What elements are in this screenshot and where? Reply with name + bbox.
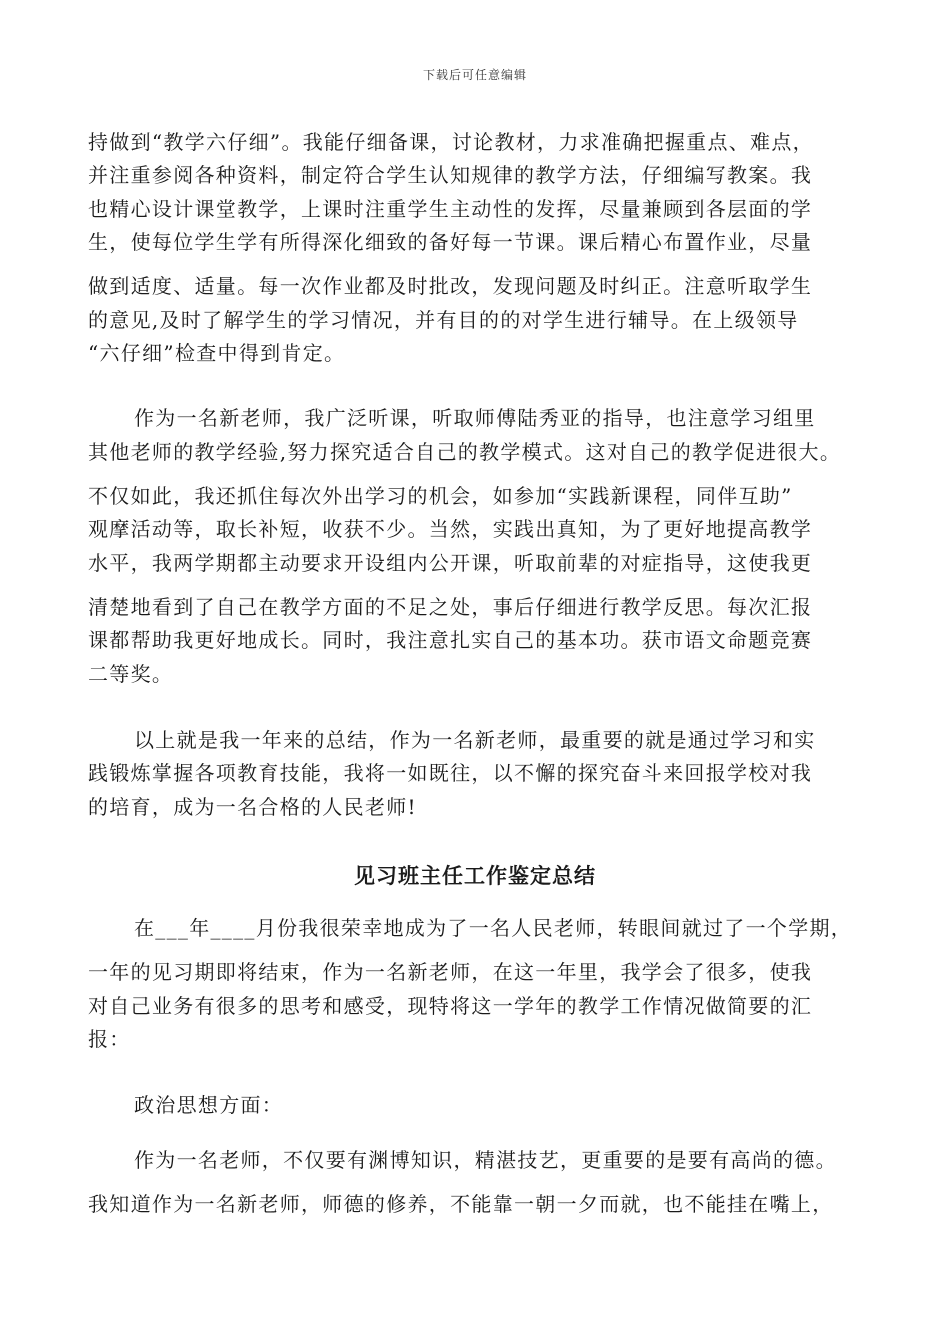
paragraph-line: 践锻炼掌握各项教育技能，我将一如既往，以不懈的探究奋斗来回报学校对我 xyxy=(88,761,813,785)
paragraph-line: 作为一名新老师，我广泛听课，听取师傅陆秀亚的指导，也注意学习组里 xyxy=(134,406,816,430)
paragraph-line: 并注重参阅各种资料，制定符合学生认知规律的教学方法，仔细编写教案。我 xyxy=(88,163,813,187)
paragraph-line: 的培育，成为一名合格的人民老师! xyxy=(88,795,417,819)
paragraph-line: 课都帮助我更好地成长。同时，我注意扎实自己的基本功。获市语文命题竞赛 xyxy=(88,628,813,652)
paragraph-line: 政治思想方面： xyxy=(134,1093,284,1117)
paragraph-line: 做到适度、适量。每一次作业都及时批改，发现问题及时纠正。注意听取学生 xyxy=(88,274,813,298)
paragraph-line: 生，使每位学生学有所得深化细致的备好每一节课。课后精心布置作业，尽量 xyxy=(88,230,813,254)
paragraph-line: 观摩活动等，取长补短，收获不少。当然，实践出真知，为了更好地提高教学 xyxy=(88,517,813,541)
paragraph-line: 也精心设计课堂教学，上课时注重学生主动性的发挥，尽量兼顾到各层面的学 xyxy=(88,197,813,221)
paragraph-line: 清楚地看到了自己在教学方面的不足之处，事后仔细进行教学反思。每次汇报 xyxy=(88,595,813,619)
paragraph-line: 不仅如此，我还抓住每次外出学习的机会，如参加“实践新课程，同伴互助” xyxy=(88,484,793,508)
header-note: 下载后可任意编辑 xyxy=(422,68,527,82)
paragraph-line: 以上就是我一年来的总结，作为一名新老师，最重要的就是通过学习和实 xyxy=(134,728,816,752)
paragraph-line: 其他老师的教学经验,努力探究适合自己的教学模式。这对自己的教学促进很大。 xyxy=(88,440,842,464)
paragraph-line: 报： xyxy=(88,1027,131,1051)
paragraph-line: 的意见,及时了解学生的学习情况，并有目的的对学生进行辅导。在上级领导 xyxy=(88,308,799,332)
paragraph-line: 我知道作为一名新老师，师德的修养，不能靠一朝一夕而就，也不能挂在嘴上， xyxy=(88,1192,834,1216)
paragraph-line: 二等奖。 xyxy=(88,662,174,686)
paragraph-line: 一年的见习期即将结束，作为一名新老师，在这一年里，我学会了很多，使我 xyxy=(88,960,813,984)
paragraph-line: “六仔细”检查中得到肯定。 xyxy=(88,341,346,365)
section-title: 见习班主任工作鉴定总结 xyxy=(354,863,596,888)
paragraph-line: 水平，我两学期都主动要求开设组内公开课，听取前辈的对症指导，这使我更 xyxy=(88,551,813,575)
paragraph-line: 对自己业务有很多的思考和感受，现特将这一学年的教学工作情况做简要的汇 xyxy=(88,994,813,1018)
paragraph-line: 在___年____月份我很荣幸地成为了一名人民老师，转眼间就过了一个学期， xyxy=(134,916,853,940)
paragraph-line: 持做到“教学六仔细”。我能仔细备课，讨论教材，力求准确把握重点、难点， xyxy=(88,130,814,154)
paragraph-line: 作为一名老师，不仅要有渊博知识，精湛技艺，更重要的是要有高尚的德。 xyxy=(134,1148,837,1172)
